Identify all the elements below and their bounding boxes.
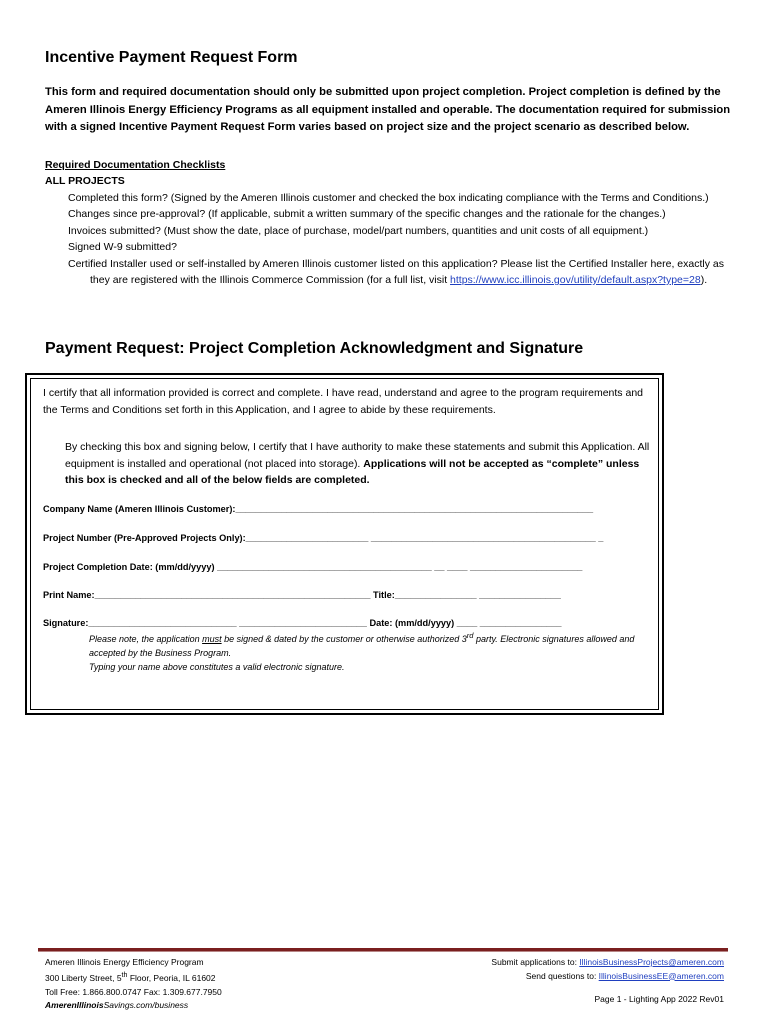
company-name-field[interactable]: Company Name (Ameren Illinois Customer):______________________________________________________________________ <box>43 504 594 514</box>
footer-address: 300 Liberty Street, 5th Floor, Peoria, IL 61602 <box>45 971 216 984</box>
checkbox-statement-bold: Applications will not be accepted as “complete” unless this box is checked and all of the below fields are completed. <box>65 457 640 486</box>
certification-text: I certify that all information provided is correct and complete. I have read, understand and agree to the program requirements and the Terms and Conditions set forth in this Application, and I agree to abide by these requirements. <box>43 387 643 416</box>
checkbox-statement <box>65 439 660 489</box>
questions-label: Send questions to: <box>525 970 599 981</box>
intro-paragraph: This form and required documentation should only be submitted upon project completion. Project completion is defined by the Ameren Illinois Energy Efficiency Programs as all equipment installed and operable. The documentation required for submission with a signed Incentive Payment Request Form varies based on project size and the project scenario as described below. <box>45 86 731 133</box>
checklist-item: Signed W-9 submitted? <box>68 241 177 254</box>
footer-website[interactable]: AmerenIllinoisSavings.com/business <box>45 1000 189 1011</box>
submit-email-link[interactable]: IllinoisBusinessProjects@ameren.com <box>579 957 724 967</box>
checklist-item: Completed this form? (Signed by the Ameren Illinois customer and checked the box indicating compliance with the Terms and Conditions.) <box>68 192 709 204</box>
checklist-item-installer <box>68 256 738 289</box>
certification-box <box>25 373 664 715</box>
checklist-item: Invoices submitted? (Must show the date, place of purchase, model/part numbers, quantities and unit costs of all equipment.) <box>68 224 649 237</box>
checklist-heading: Required Documentation Checklists <box>45 159 226 171</box>
section-title: Payment Request: Project Completion Acknowledgment and Signature <box>45 340 584 357</box>
footer-emails <box>491 956 724 983</box>
certification-box-inner <box>30 378 659 710</box>
installer-text: Certified Installer used or self-installed by Ameren Illinois customer listed on this application? Please list the Certified Installer here, exactly as they are registered with the Illinois Commerce Commission (for a full list, visit <box>68 257 724 287</box>
checklist-group-label: ALL PROJECTS <box>45 175 125 187</box>
checkbox-statement-text: By checking this box and signing below, I certify that I have authority to make these statements and submit this Application. All equipment is installed and operational (not placed into storage). <box>65 441 650 470</box>
print-name-title-field[interactable]: Print Name:______________________________________________________ Title:________________ ________________ <box>43 590 561 600</box>
submit-label: Submit applications to: <box>491 957 580 967</box>
typing-note: Typing your name above constitutes a valid electronic signature. <box>89 662 345 672</box>
footer-program: Ameren Illinois Energy Efficiency Program <box>45 957 204 967</box>
checklist <box>68 190 738 288</box>
footer-phone: Toll Free: 1.866.800.0747 Fax: 1.309.677.7950 <box>45 986 222 997</box>
completion-date-field[interactable]: Project Completion Date: (mm/dd/yyyy) __________________________________________ __ ____ ______________________ <box>43 562 583 572</box>
footer-contact <box>45 956 222 1013</box>
icc-link[interactable]: https://www.icc.illinois.gov/utility/default.aspx?type=28 <box>450 274 701 287</box>
signature-date-field[interactable]: Signature:_____________________________ _________________________ Date: (mm/dd/yyyy) ____ ________________ <box>43 618 562 628</box>
signature-note: Please note, the application must be signed & dated by the customer or otherwise authorized 3rd party. Electronic signatures allowed and accepted by the Business Program. Typing your name above constitutes a valid electronic signature. <box>89 631 635 672</box>
page-number: Page 1 - Lighting App 2022 Rev01 <box>594 994 724 1004</box>
questions-email-link[interactable]: IllinoisBusinessEE@ameren.com <box>598 970 724 981</box>
project-number-field[interactable]: Project Number (Pre-Approved Projects Only):________________________ ____________________________________________ _ <box>43 533 604 543</box>
installer-text-end: ). <box>700 274 708 287</box>
checklist-item: Changes since pre-approval? (If applicable, submit a written summary of the specific changes and the rationale for the changes.) <box>68 208 666 221</box>
footer-divider <box>38 948 728 952</box>
form-title: Incentive Payment Request Form <box>45 49 298 66</box>
